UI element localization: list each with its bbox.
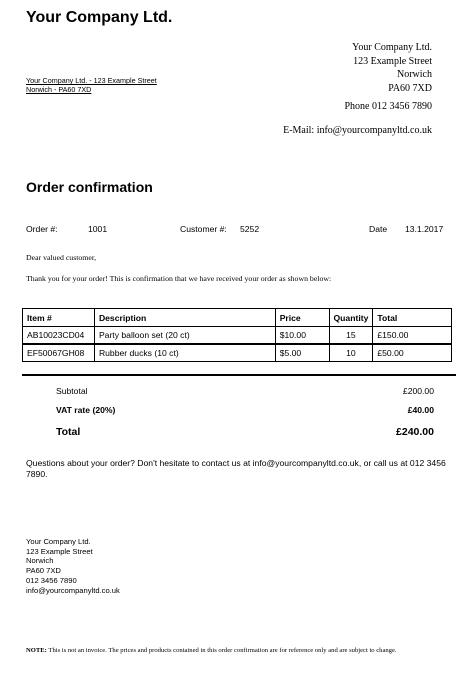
sender-return-address <box>26 77 157 94</box>
cell-item-number: EF50067GH08 <box>23 344 95 362</box>
address-line-city: Norwich <box>397 69 432 80</box>
note-label: NOTE: <box>26 647 47 654</box>
customer-number-value: 5252 <box>240 224 260 234</box>
footer-line-postcode: PA60 7XD <box>26 566 61 576</box>
company-email: E-Mail: info@yourcompanyltd.co.uk <box>283 125 432 136</box>
page-title: Order confirmation <box>26 179 153 195</box>
total-label: Total <box>56 426 81 438</box>
column-header-item: Item # <box>23 309 95 327</box>
footer-line-phone: 012 3456 7890 <box>26 575 77 585</box>
footer-line-street: 123 Example Street <box>26 546 93 556</box>
footer-line-email: info@yourcompanyltd.co.uk <box>26 585 120 595</box>
table-row <box>23 344 452 362</box>
company-phone: Phone 012 3456 7890 <box>344 101 432 112</box>
address-line-street: 123 Example Street <box>353 55 432 67</box>
customer-number-label: Customer #: <box>180 224 227 234</box>
cell-price: $10.00 <box>275 327 329 345</box>
intro-text: Thank you for your order! This is confirmation that we have received your order as shown below: <box>26 274 332 283</box>
cell-quantity: 10 <box>329 344 373 362</box>
totals-divider <box>22 374 456 376</box>
column-header-quantity: Quantity <box>329 309 373 327</box>
footer-note <box>26 646 450 655</box>
cell-total: £150.00 <box>373 327 452 345</box>
greeting: Dear valued customer, <box>26 253 97 262</box>
sender-line-2: Norwich - PA60 7XD <box>26 84 92 94</box>
column-header-price: Price <box>275 309 329 327</box>
column-header-description: Description <box>94 309 275 327</box>
cell-description: Rubber ducks (10 ct) <box>94 344 275 362</box>
address-line-postcode: PA60 7XD <box>388 82 432 94</box>
totals-section <box>22 374 456 438</box>
questions-text: Questions about your order? Don't hesitate to contact us at info@yourcompanyltd.co.uk, or call us at 012 3456 7890. <box>26 458 446 479</box>
date-value: 13.1.2017 <box>405 224 444 234</box>
address-line-name: Your Company Ltd. <box>352 42 432 53</box>
column-header-total: Total <box>373 309 452 327</box>
cell-description: Party balloon set (20 ct) <box>94 327 275 345</box>
sender-line-1: Your Company Ltd. - 123 Example Street <box>26 76 157 85</box>
table-row <box>23 327 452 345</box>
subtotal-label: Subtotal <box>56 386 88 396</box>
footer-line-name: Your Company Ltd. <box>26 537 91 546</box>
vat-value: £40.00 <box>407 405 434 415</box>
cell-item-number: AB10023CD04 <box>23 327 95 345</box>
vat-label: VAT rate (20%) <box>56 405 116 415</box>
footer-line-city: Norwich <box>26 556 54 566</box>
cell-total: £50.00 <box>373 344 452 362</box>
note-text: This is not an invoice. The prices and products contained in this order confirmation are for reference only and are subject to change. <box>46 647 397 654</box>
table-header-row <box>23 309 452 327</box>
cell-price: $5.00 <box>275 344 329 362</box>
company-title: Your Company Ltd. <box>26 9 173 26</box>
order-items-table <box>22 308 452 362</box>
order-number-label: Order #: <box>26 224 58 234</box>
order-number-value: 1001 <box>88 224 108 234</box>
cell-quantity: 15 <box>329 327 373 345</box>
subtotal-value: £200.00 <box>402 386 434 396</box>
total-value: £240.00 <box>396 426 434 438</box>
company-address-block <box>352 41 432 95</box>
footer-address-block <box>26 537 120 595</box>
date-label: Date <box>369 224 388 234</box>
